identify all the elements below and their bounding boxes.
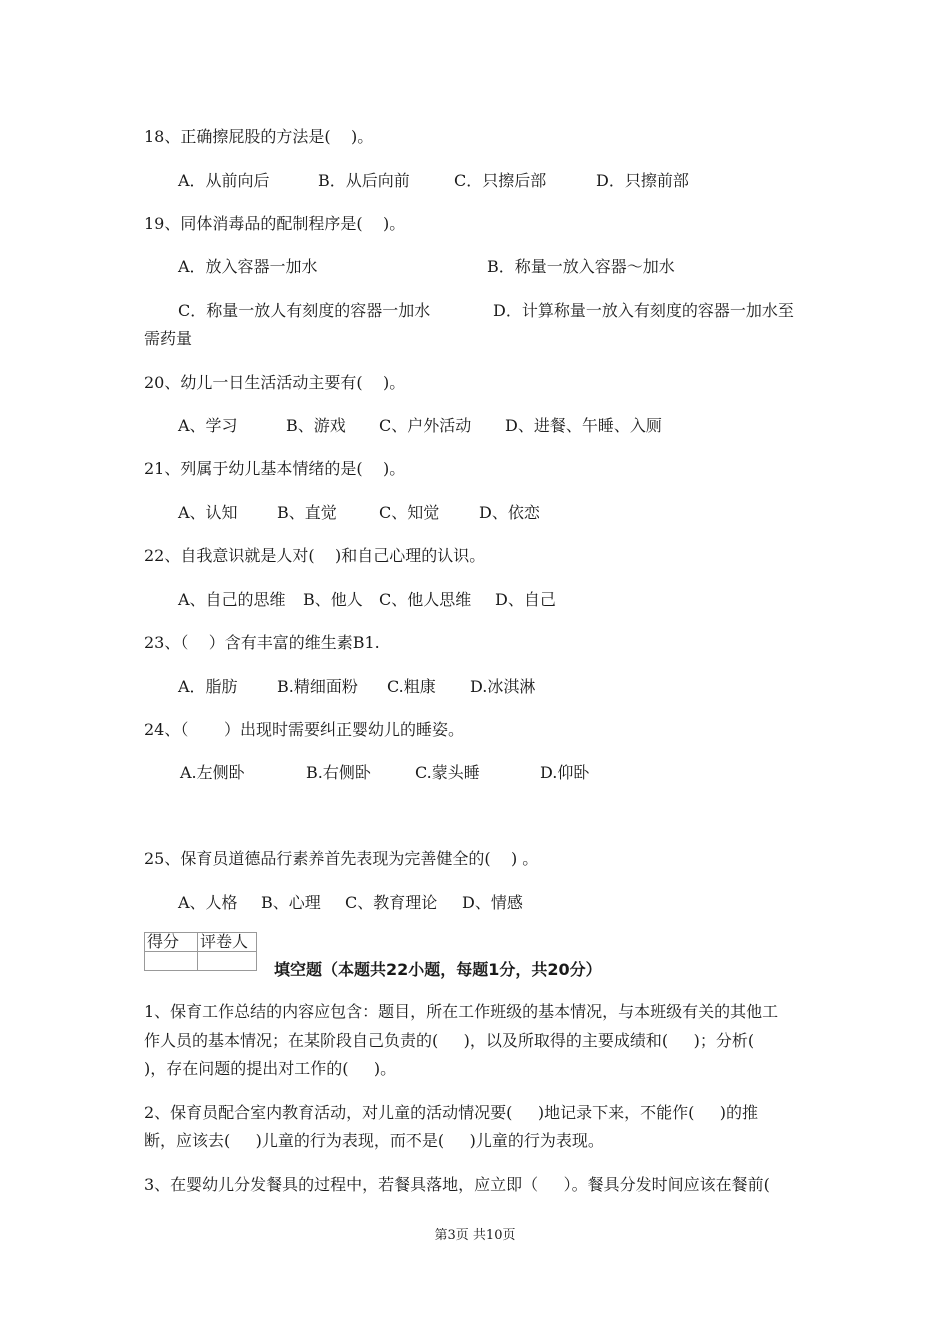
q21-option-b: B、直觉 <box>277 503 337 522</box>
q18-option-b: B．从后向前 <box>318 171 410 190</box>
q25-option-d: D、情感 <box>462 893 523 912</box>
q21-stem: 21、列属于幼儿基本情绪的是( )。 <box>144 459 406 478</box>
q21-option-d: D、依恋 <box>479 503 540 522</box>
q19-stem: 19、同体消毒品的配制程序是( )。 <box>144 214 406 233</box>
q18-option-d: D．只擦前部 <box>596 171 689 190</box>
score-header: 得分 <box>145 933 198 952</box>
q22-option-c: C、他人思维 <box>379 590 472 609</box>
q20-option-d: D、进餐、午睡、入厕 <box>505 416 662 435</box>
q24-option-d: D.仰卧 <box>540 763 590 782</box>
q20-option-c: C、户外活动 <box>379 416 472 435</box>
fill-q3-line1: 3、在婴幼儿分发餐具的过程中，若餐具落地，应立即（ ）。餐具分发时间应该在餐前( <box>144 1175 770 1194</box>
q19-option-d: D．计算称量一放入有刻度的容器一加水至 <box>493 301 794 320</box>
q20-stem: 20、幼儿一日生活活动主要有( )。 <box>144 373 406 392</box>
page-footer: 第3页 共10页 <box>434 1228 516 1243</box>
grader-cell <box>198 952 257 971</box>
score-cell <box>145 952 198 971</box>
q25-option-b: B、心理 <box>261 893 321 912</box>
score-box <box>144 932 257 971</box>
q20-option-b: B、游戏 <box>286 416 346 435</box>
fill-q2-line1: 2、保育员配合室内教育活动，对儿童的活动情况要( )地记录下来，不能作( )的推 <box>144 1103 759 1122</box>
fill-q1-line3: )，存在问题的提出对工作的( )。 <box>144 1059 397 1078</box>
q25-stem: 25、保育员道德品行素养首先表现为完善健全的( ) 。 <box>144 849 539 868</box>
q19-option-a: A．放入容器一加水 <box>178 257 318 276</box>
q23-option-d: D.冰淇淋 <box>470 677 536 696</box>
q19-option-b: B．称量一放入容器～加水 <box>487 257 675 276</box>
q20-option-a: A、学习 <box>178 416 238 435</box>
q24-option-b: B.右侧卧 <box>306 763 371 782</box>
q19-option-d-cont: 需药量 <box>144 329 193 348</box>
q19-option-c: C．称量一放人有刻度的容器一加水 <box>178 301 431 320</box>
grader-header: 评卷人 <box>198 933 257 952</box>
q25-option-c: C、教育理论 <box>345 893 438 912</box>
section-title: 填空题（本题共22小题，每题1分，共20分） <box>274 960 602 979</box>
fill-q1-line1: 1、保育工作总结的内容应包含：题目，所在工作班级的基本情况，与本班级有关的其他工 <box>144 1002 779 1021</box>
q18-option-c: C．只擦后部 <box>454 171 547 190</box>
q23-stem: 23、（ ）含有丰富的维生素B1. <box>144 633 380 652</box>
fill-q1-line2: 作人员的基本情况；在某阶段自己负责的( )，以及所取得的主要成绩和( )；分析( <box>144 1031 755 1050</box>
q25-option-a: A、人格 <box>178 893 238 912</box>
q24-option-a: A.左侧卧 <box>180 763 245 782</box>
q22-stem: 22、自我意识就是人对( )和自己心理的认识。 <box>144 546 486 565</box>
fill-q2-line2: 断，应该去( )儿童的行为表现，而不是( )儿童的行为表现。 <box>144 1131 604 1150</box>
q18-option-a: A．从前向后 <box>178 171 270 190</box>
q24-option-c: C.蒙头睡 <box>415 763 480 782</box>
q23-option-a: A．脂肪 <box>178 677 238 696</box>
q18-stem: 18、正确擦屁股的方法是( )。 <box>144 127 374 146</box>
q22-option-b: B、他人 <box>303 590 363 609</box>
q22-option-d: D、自己 <box>495 590 556 609</box>
q21-option-a: A、认知 <box>178 503 238 522</box>
q22-option-a: A、自己的思维 <box>178 590 286 609</box>
q21-option-c: C、知觉 <box>379 503 440 522</box>
q23-option-b: B.精细面粉 <box>277 677 358 696</box>
q24-stem: 24、（ ）出现时需要纠正婴幼儿的睡姿。 <box>144 720 464 739</box>
q23-option-c: C.粗康 <box>387 677 436 696</box>
